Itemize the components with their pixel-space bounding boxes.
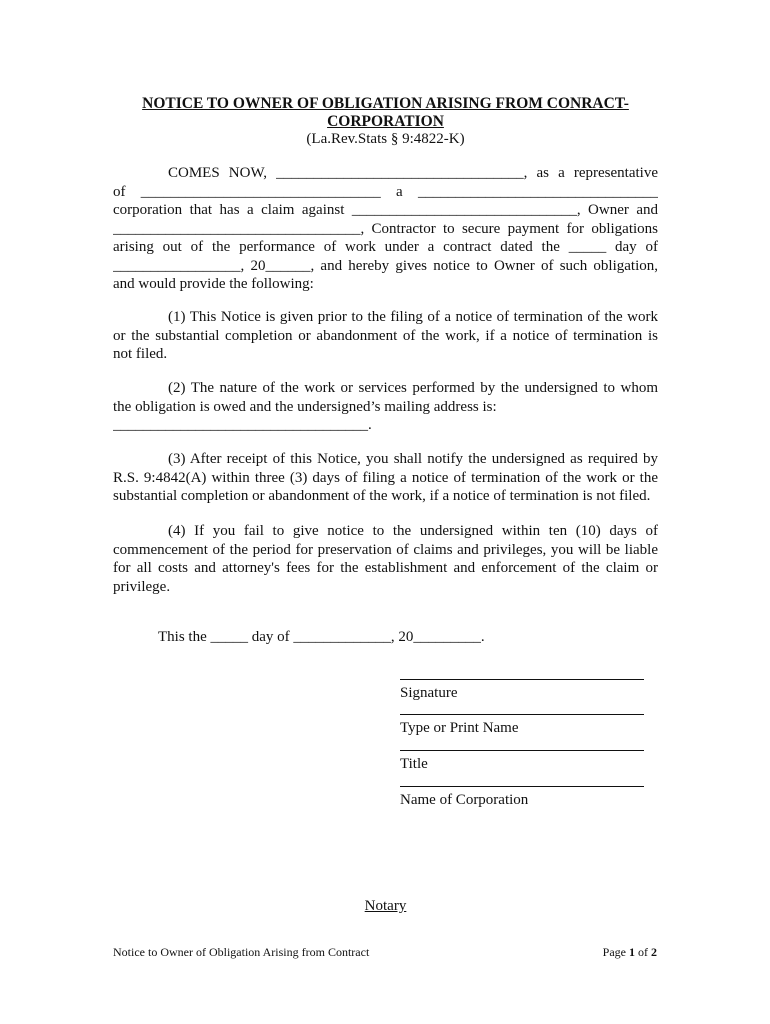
signature-label: Signature bbox=[400, 685, 458, 701]
signature-field bbox=[400, 679, 644, 702]
intro-line: COMES NOW, _________________________________, as a representative bbox=[168, 165, 658, 181]
intro-line: corporation that has a claim against ______________________________, Owner and bbox=[113, 202, 658, 218]
item-4-line: (4) If you fail to give notice to the undersigned within ten (10) days of bbox=[168, 523, 658, 539]
intro-line: _________________________________, Contractor to secure payment for obligations bbox=[113, 220, 658, 237]
item-4-line: for all costs and attorney's fees for the establishment and enforcement of the claim or bbox=[113, 560, 658, 576]
item-3-paragraph bbox=[113, 450, 658, 506]
notary-heading: Notary bbox=[364, 898, 407, 914]
item-1-line: (1) This Notice is given prior to the filing of a notice of termination of the work bbox=[168, 309, 658, 325]
item-4-paragraph bbox=[113, 522, 658, 596]
document-title-line-2: CORPORATION bbox=[327, 113, 444, 130]
mailing-address-blank: __________________________________. bbox=[113, 417, 372, 433]
item-3-line: (3) After receipt of this Notice, you shall notify the undersigned as required by bbox=[168, 451, 658, 467]
intro-line: arising out of the performance of work under a contract dated the _____ day of bbox=[113, 239, 658, 255]
date-line: This the _____ day of _____________, 20_________. bbox=[158, 629, 485, 645]
print-name-rule bbox=[400, 714, 644, 715]
item-2-line: the obligation is owed and the undersigned’s mailing address is: bbox=[113, 398, 497, 415]
total-pages: 2 bbox=[651, 945, 657, 959]
item-3-line: substantial completion or abandonment of the work, if a notice of termination is not filed. bbox=[113, 488, 651, 504]
current-page: 1 bbox=[629, 945, 635, 959]
corporation-name-label: Name of Corporation bbox=[400, 792, 529, 808]
intro-line: _________________, 20______, and hereby gives notice to Owner of such obligation, bbox=[113, 257, 658, 274]
page-of-label: of bbox=[638, 945, 648, 959]
item-1-paragraph bbox=[113, 308, 658, 364]
statute-citation: (La.Rev.Stats § 9:4822-K) bbox=[306, 131, 465, 147]
item-1-line: not filed. bbox=[113, 346, 168, 362]
title-rule bbox=[400, 750, 644, 751]
print-name-field bbox=[400, 714, 644, 737]
item-3-line: R.S. 9:4842(A) within three (3) days of filing a notice of termination of the work or the bbox=[113, 469, 658, 486]
intro-paragraph bbox=[113, 164, 658, 294]
item-2-line: (2) The nature of the work or services performed by the undersigned to whom bbox=[168, 380, 658, 396]
intro-line: and would provide the following: bbox=[113, 276, 314, 292]
item-1-line: or the substantial completion or abandonment of the work, if a notice of termination is bbox=[113, 327, 658, 344]
item-4-line: commencement of the period for preservation of claims and privileges, you will be liable bbox=[113, 541, 658, 558]
footer-page-number bbox=[603, 945, 657, 960]
item-4-line: privilege. bbox=[113, 578, 171, 595]
document-title-line-1: NOTICE TO OWNER OF OBLIGATION ARISING FROM CONRACT- bbox=[142, 95, 629, 112]
corporation-name-rule bbox=[400, 786, 644, 787]
footer-document-title: Notice to Owner of Obligation Arising from Contract bbox=[113, 945, 370, 959]
title-label: Title bbox=[400, 756, 428, 772]
intro-line: of ________________________________ a ________________________________ bbox=[113, 183, 658, 200]
corporation-name-field bbox=[400, 786, 644, 809]
signature-rule bbox=[400, 679, 644, 680]
item-2-paragraph bbox=[113, 379, 658, 435]
print-name-label: Type or Print Name bbox=[400, 720, 519, 736]
title-field bbox=[400, 750, 644, 773]
page-label: Page bbox=[602, 945, 626, 959]
